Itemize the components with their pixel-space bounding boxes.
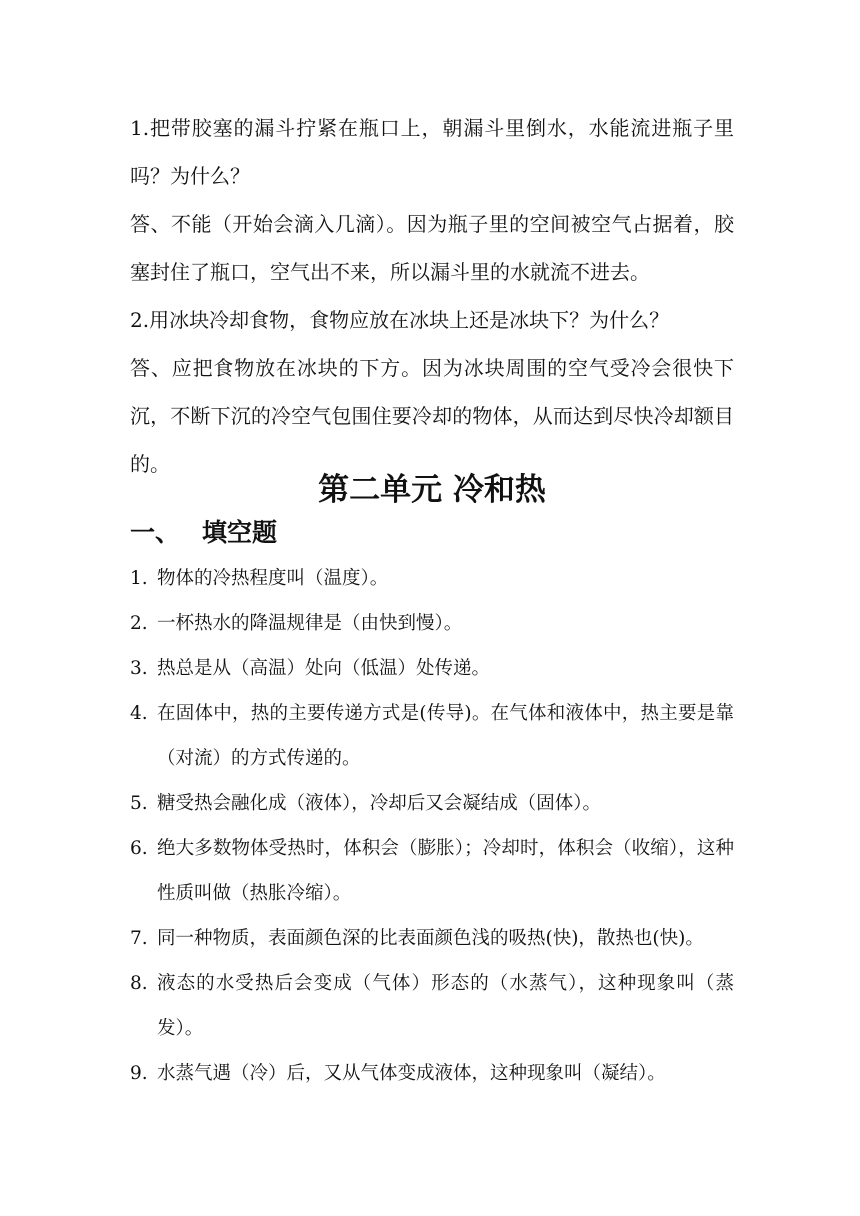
item-text: 物体的冷热程度叫（温度）。 (157, 568, 389, 589)
item-number: 9. (130, 1063, 148, 1084)
item-text: 绝大多数物体受热时，体积会（膨胀）；冷却时，体积会（收缩），这种性质叫做（热胀冷缩）。 (157, 838, 734, 904)
item-number: 5. (130, 793, 148, 814)
item-number: 2. (130, 613, 148, 634)
item-text: 水蒸气遇（冷）后，又从气体变成液体，这种现象叫（凝结）。 (157, 1063, 666, 1084)
list-item (130, 646, 734, 691)
list-item (130, 961, 734, 1051)
answer-1: 答、不能（开始会滴入几滴）。因为瓶子里的空间被空气占据着，胶塞封住了瓶口，空气出不来，所以漏斗里的水就流不进去。 (130, 212, 734, 284)
item-text: 同一种物质，表面颜色深的比表面颜色浅的吸热(快)，散热也(快)。 (157, 928, 704, 949)
unit-title: 第二单元 冷和热 (318, 472, 546, 508)
section-title (130, 513, 277, 553)
item-text: 液态的水受热后会变成（气体）形态的（水蒸气），这种现象叫（蒸发）。 (157, 973, 734, 1039)
item-text: 在固体中，热的主要传递方式是(传导)。在气体和液体中，热主要是靠（对流）的方式传递的。 (157, 703, 734, 769)
fill-blank-list (130, 556, 734, 1096)
item-number: 1. (130, 568, 148, 589)
item-number: 7. (130, 928, 148, 949)
item-text: 一杯热水的降温规律是（由快到慢）。 (157, 613, 463, 634)
item-text: 糖受热会融化成（液体），冷却后又会凝结成（固体）。 (157, 793, 602, 814)
section-label: 填空题 (202, 518, 278, 547)
item-number: 4. (130, 703, 148, 724)
item-text: 热总是从（高温）处向（低温）处传递。 (157, 658, 491, 679)
answer-2: 答、应把食物放在冰块的下方。因为冰块周围的空气受冷会很快下沉，不断下沉的冷空气包围住要冷却的物体，从而达到尽快冷却额目的。 (130, 356, 734, 476)
item-number: 6. (130, 838, 148, 859)
item-number: 3. (130, 658, 148, 679)
list-item (130, 601, 734, 646)
list-item (130, 826, 734, 916)
list-item (130, 1051, 734, 1096)
item-number: 8. (130, 973, 148, 994)
qa-block (130, 104, 734, 488)
document-page (130, 104, 734, 1084)
section-number: 一、 (130, 518, 181, 547)
list-item (130, 556, 734, 601)
question-2: 2.用冰块冷却食物，食物应放在冰块上还是冰块下？为什么？ (130, 308, 670, 332)
question-1: 1.把带胶塞的漏斗拧紧在瓶口上，朝漏斗里倒水，水能流进瓶子里吗？为什么？ (130, 116, 734, 188)
list-item (130, 781, 734, 826)
list-item (130, 916, 734, 961)
list-item (130, 691, 734, 781)
